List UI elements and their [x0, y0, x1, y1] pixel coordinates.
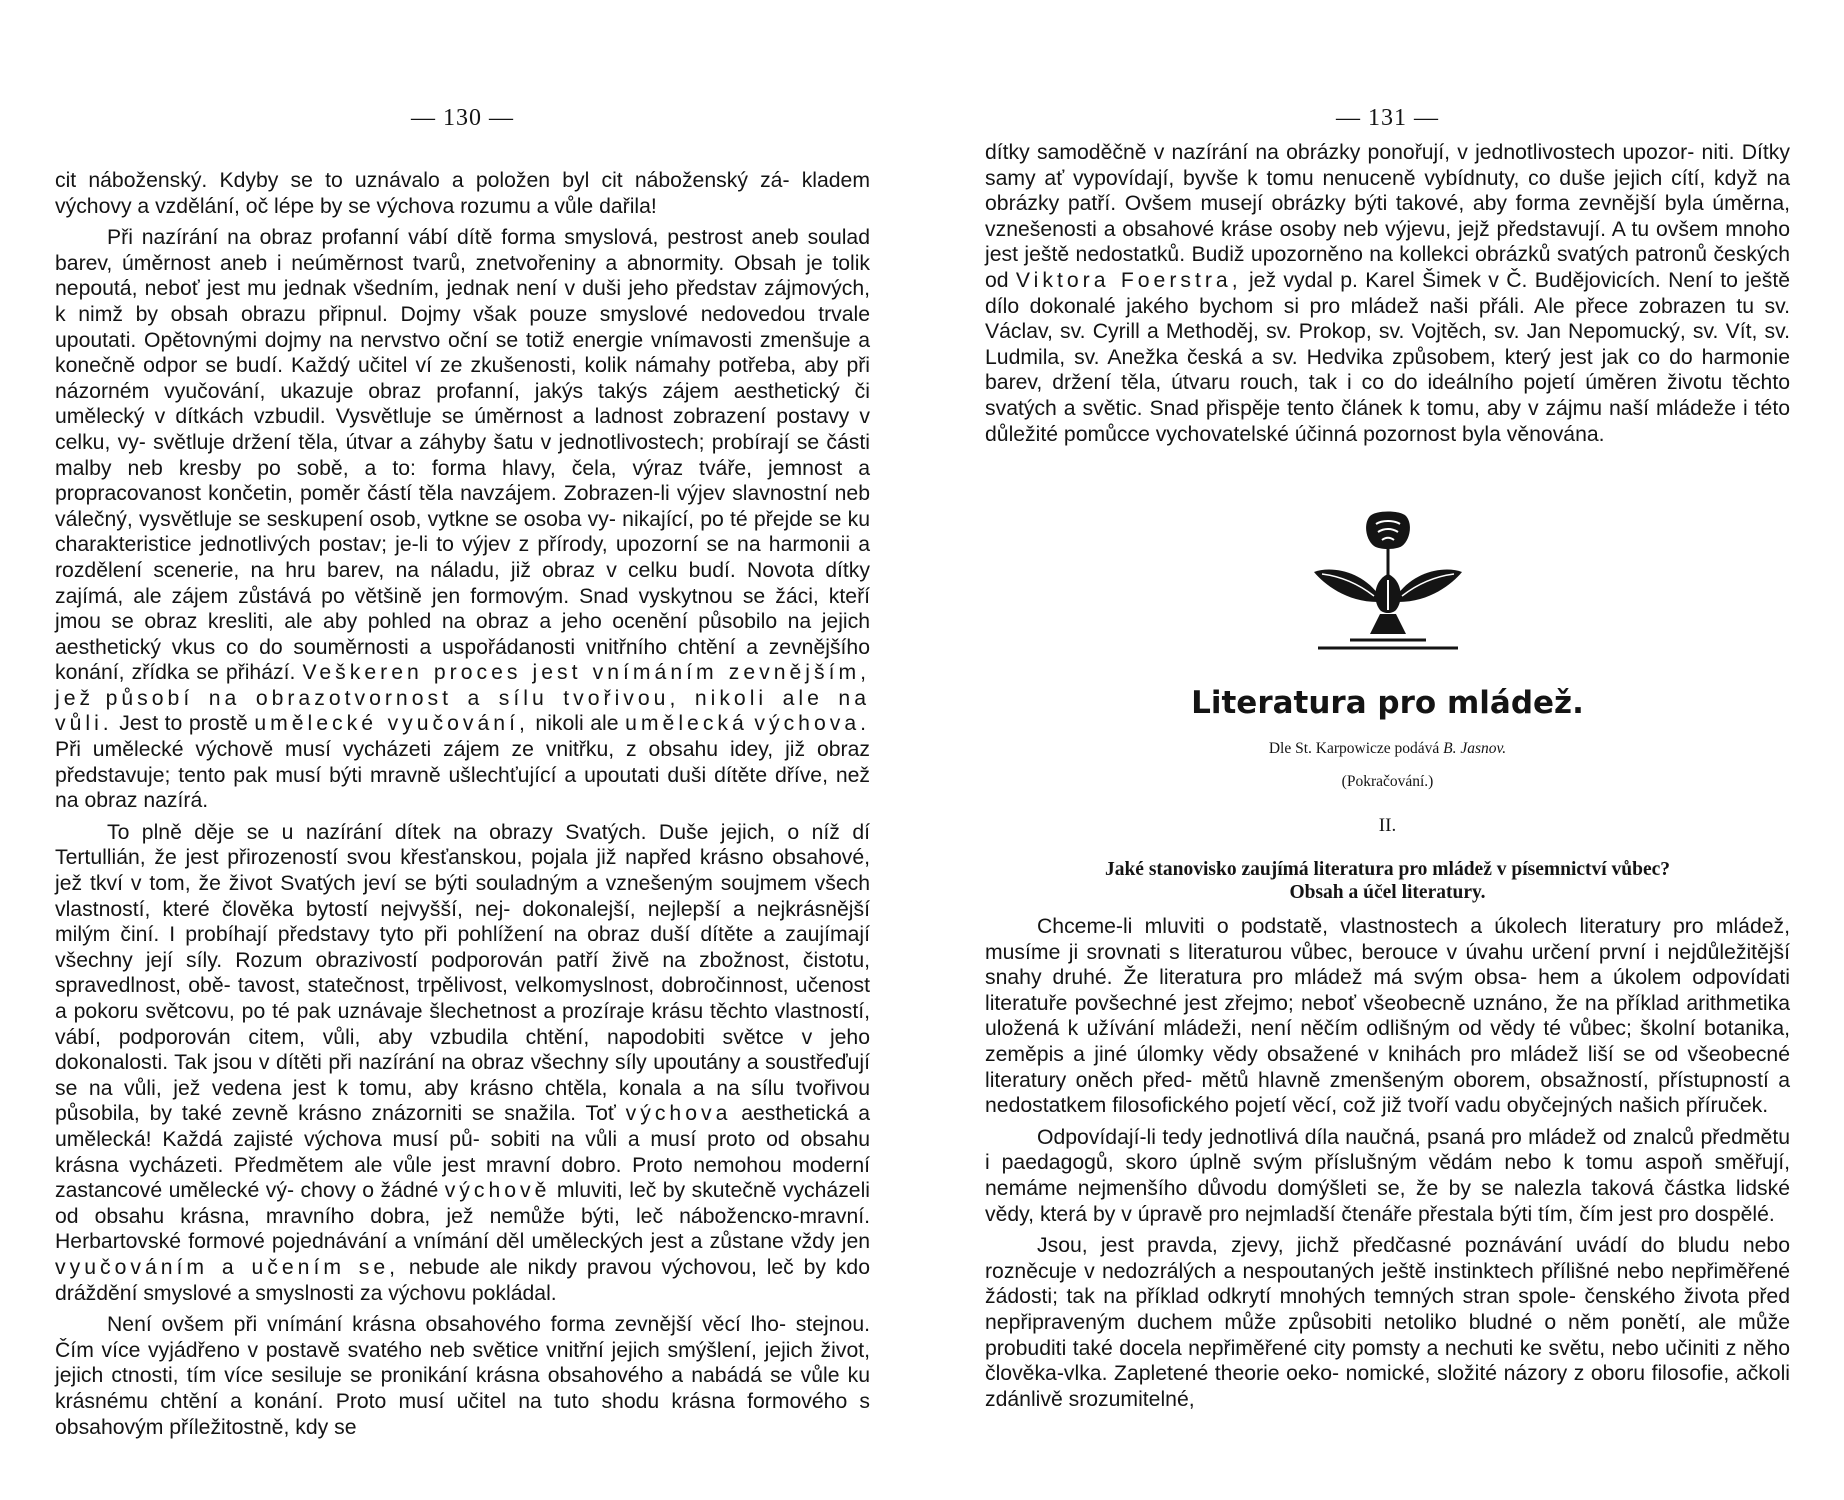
text-line: a soustřeďují se na vůli, jež vedena jest k tomu, aby krásno chtěla, konala — [55, 1051, 871, 1100]
text-line: obsažené v knihách pro mládež liší se od všeobecné literatury oněch před- — [985, 1042, 1790, 1092]
spaced-emphasis: Viktora Foerstra, — [1015, 268, 1242, 292]
text-line: harmonie barev, držení těla, útvaru rouch, tak i co do ideálního pojetí — [985, 345, 1790, 395]
text-line: aspoň směřují, nemáme nejmenšího důvodu domýšleti se, že by se nalezla — [985, 1151, 1791, 1200]
text-line: niti. Dítky samy ať vypovídají, byvše k tomu nenuceně vybídnuty, co duše — [985, 141, 1790, 190]
text-line: cit náboženský. Kdyby se to uznávalo a položen byl cit náboženský zá- — [55, 169, 790, 192]
text-line: upoutati duši dítěte dříve, než na obraz nazírá. — [55, 763, 870, 813]
paragraph — [55, 225, 870, 814]
text-line: nebo rozněcuje v nedozrálých a nespoutaných ještě instinktech přílišné nebo — [985, 1234, 1790, 1283]
text-line: forma zevnější byla úměrna, vznešenosti a obsahové kráse osoby neb výjevu, — [985, 192, 1791, 241]
text-line: taková částka lidské vědy, která by v úpravě pro nejmladší čtenáře přestala — [985, 1176, 1791, 1226]
text-line: jen formovým. Snad vyskytnou se žáci, kteří jmou se obraz kresliti, ale aby — [55, 584, 871, 634]
text-line: Jsou, jest pravda, zjevy, jichž předčasné poznávání uvádí do bludu — [1037, 1234, 1730, 1258]
text-line: a na sílu tvořivou působila, by také zevně krásno znázorniti se snažila. — [55, 1076, 871, 1126]
left-page — [55, 0, 870, 1500]
text-line: kladem výchovy a vzdělání, oč lépe by se výchova rozumu a vůle dařila! — [55, 169, 870, 218]
heading-line: Jaké stanovisko zaujímá literatura pro mládež v písemnictví vůbec? — [1104, 859, 1671, 880]
text-line: vůle jest mravní dobro. Proto nemohou moderní zastancové umělecké vý- — [55, 1153, 870, 1203]
byline-author: B. Jasnov. — [1443, 740, 1507, 757]
text-run: Toť — [585, 1102, 626, 1126]
text-run: se přihází. — [196, 661, 303, 685]
text-line: stejnou. Čím více vyjádřeno v postavě svatého neb světice vnitřní jejich — [55, 1313, 871, 1362]
text-line: a vznešeným soujmem všech vlastností, které člověka bytostí nejvyšší, nej- — [55, 872, 870, 921]
page-number: — 131 — — [1336, 105, 1439, 131]
text-line: krásno obsahové, jež tkví v tom, že život Svatých jeví se býti souladným — [55, 846, 871, 896]
text-line: učitel na tuto shodu krásna formového s obsahovým příležitostně, kdy se — [55, 1389, 870, 1439]
spaced-emphasis: výchova. — [754, 712, 870, 736]
text-line: Není ovšem při vnímání krásna obsahového forma zevnější věcí lho- — [107, 1313, 787, 1337]
text-line: krásna, mravního dobra, jež nemůže býti, leč náboženско-mravní. Herbartovské — [55, 1204, 871, 1254]
text-line: aby v zájmu naší mládeže i této důležité pomůcce vychovatelské účinná — [985, 396, 1790, 446]
right-page — [985, 0, 1790, 1500]
left-text-column — [55, 168, 870, 1440]
heading-line: Obsah a účel literatury. — [1289, 882, 1486, 903]
text-line: vzbudil. Vysvětluje se úměrnost a ladnost zobrazení postavy v celku, vy- — [55, 405, 870, 454]
text-line: světluje držení těla, útvar a záhyby šatu v jednotlivostech; probírají se — [153, 430, 820, 454]
text-line: filosofického pojetí věcí, což již tvoří vadu obyčejných našich příruček. — [1112, 1094, 1769, 1118]
text-line: To plně děje se u nazírání dítek na obrazy Svatých. Duše jejich, o — [107, 820, 800, 844]
text-line: jeho představ zájmových, k nimž by obsah obrazu připnul. Dojmy však — [55, 277, 870, 326]
text-line: ukazuje obraz profanní, jakýs takýs zájem aesthetický či umělecký v dítkách — [55, 379, 870, 429]
text-line: vábí, podporován citem, vůli, aby vzbudila chtění, napodobiti světce v jeho — [55, 1025, 870, 1049]
text-line: nikající, po té přejde se ku charakteristice jednotlivých postav; je-li to výjev — [55, 507, 870, 557]
text-line: odlišným od vědy té vůbec; školní botanika, zeměpis a jiné úlomky vědy — [985, 1017, 1790, 1066]
paragraph — [985, 1125, 1790, 1227]
spaced-emphasis: umělecké vyučování, — [254, 712, 529, 736]
text-line: Chceme-li mluviti o podstatě, vlastnostech a úkolech literatury pro — [1037, 915, 1704, 938]
spaced-emphasis: výchova — [625, 1102, 732, 1126]
text-line: nepřiměřené žádosti; tak na příklad odkrytí mnohých temných stran spole- — [985, 1259, 1791, 1309]
section-title: Literatura pro mládež. — [1191, 685, 1584, 721]
text-line: pouze smyslové nedovedou trvale upoutati. Opětovnými dojmy na nervstvo — [55, 302, 871, 352]
text-line: pohled na obraz a jeho ocenění působilo na jejich aesthetický vkus co do — [55, 610, 870, 659]
floral-vignette-icon — [1310, 510, 1466, 660]
text-line: nomické, složité názory z oboru filosofie, ačkoli zdánlivě srozumitelné, — [985, 1362, 1791, 1411]
text-line: soulad barev, úměrnost aneb i neúměrnost tvarů, znetvořeniny a abnormity. — [55, 226, 870, 275]
spaced-emphasis: vyučováním a učením se, — [55, 1255, 400, 1279]
paragraph — [985, 140, 1790, 447]
text-line: jakého bychom si pro mládež naši přáli. Ale přece zobrazen tu sv. Václav, sv. — [985, 294, 1790, 344]
text-line: při pohlížení na obraz duší dítěte a zaujímají všechny její síly. Rozum — [55, 923, 871, 972]
text-line: části malby neb kresby po sobě, a to: forma hlavy, čela, výraz tváře, jemnost — [55, 430, 870, 480]
text-line: oční se totiž energie vnímavosti zmenšuje a konečně odpor se budí. Každý — [55, 328, 870, 378]
spaced-emphasis: vůli. — [55, 712, 113, 736]
text-line: tavost, statečnost, trpělivost, velkomyslnost, dobročinnost, učenost a pokoru — [55, 974, 871, 1023]
text-line: dokonalejší, nejlepší a nejkrásnější milým činí. I probíhají představy tyto — [55, 897, 870, 947]
paragraph — [985, 1233, 1790, 1412]
chapter-heading — [985, 858, 1790, 904]
spaced-emphasis: Veškeren proces jest vnímáním zevnějším, jež — [55, 661, 870, 710]
text-line: uznáno, že na příklad arithmetika uložená k užívání mládeži, není něčím — [985, 991, 1790, 1041]
paragraph — [55, 820, 870, 1306]
text-line: jež vydal p. Karel Šimek v Č. Budějovicích. Není to ještě dílo dokonalé — [985, 268, 1790, 318]
text-line: Ludmila, sv. Anežka česká a sv. Hedvika způsobem, který jest jak co do — [985, 345, 1693, 369]
text-run: nebude ale nikdy pravou výchovou, leč — [399, 1255, 794, 1279]
text-line: formové pojednávání a vnímání děl uměleckých jest a zůstane vždy jen — [188, 1230, 871, 1254]
text-line: mládež, musíme ji srovnati s literaturou vůbec, berouce v úvahu určení — [985, 915, 1790, 964]
text-run: chovy o žádné — [300, 1179, 445, 1203]
spaced-emphasis: výchově — [444, 1179, 551, 1203]
text-line: býti tím, čím jest pro dospělé. — [1499, 1202, 1775, 1226]
text-line: sobiti na vůli a musí proto od obsahu krásna vycházeti. Předmětem ale — [55, 1127, 871, 1177]
page-number: — 130 — — [411, 105, 514, 131]
right-text-column — [985, 140, 1790, 447]
text-line: slavnostní neb válečný, vysvětluje se seskupení osob, vytkne se osoba vy- — [55, 482, 871, 531]
text-line: by kdo dráždění smyslové a smyslnosti za výchovu pokládal. — [55, 1255, 870, 1305]
text-line: smýšlení, jejich život, jejich ctnosti, tím více sesiluje se pronikání krásna — [55, 1338, 871, 1388]
text-line: úměren životu těchto svatých a světic. Snad přispěje tento článek k tomu, — [985, 371, 1790, 420]
byline — [985, 740, 1790, 758]
text-line: hem a úkolem odpovídati literatuře povšechné jest zřejmo; neboť všeobecně — [985, 966, 1790, 1015]
text-line: světcovu, po té pak uznávaje šlechetnost a prozíraje krásu těchto vlastností, — [145, 1000, 870, 1023]
continued-note: (Pokračování.) — [1341, 773, 1434, 790]
paragraph — [55, 168, 870, 219]
text-line: již obraz v celku budí. Novota dítky zajímá, ale zájem zůstává po většině — [55, 558, 870, 608]
text-line: idey, již obraz představuje; tento pak musí býti mravně ušlechťující a — [55, 738, 870, 787]
chapter-number: II. — [1378, 815, 1397, 836]
text-run: nikoli ale — [528, 712, 626, 736]
text-line: Odpovídají-li tedy jednotlivá díla naučná, psaná pro mládež od znalců — [1037, 1125, 1695, 1149]
text-line: dítky samoděčně v nazírání na obrázky ponořují, v jednotlivostech upozor- — [985, 141, 1695, 164]
text-line: jejich cítí, když na obrázky patří. Ovšem musejí obrázky býti takové, aby — [985, 166, 1790, 216]
paragraph — [985, 914, 1790, 1119]
text-line: mětů hlavně zmenšeným oborem, obsažností, přístupností a nedostatkem — [985, 1068, 1790, 1118]
text-line: předmětu i paedagogů, skoro úplně svým příslušným vědám nebo k tomu — [985, 1125, 1791, 1175]
text-line: pozornost byla věnována. — [1363, 422, 1605, 446]
spaced-emphasis: umělecká — [625, 712, 748, 736]
text-line: z přírody, upozorní se na harmonii a rozdělení scenerie, na hru barev, na náladu, — [55, 533, 871, 582]
text-line: učitel ví ze zkušenosti, kolik námahy potřeba, aby při názorném vyučování, — [55, 354, 870, 403]
text-line: obsahového a nabádá se vůle ku krásnému chtění a konání. Proto musí — [55, 1364, 870, 1413]
text-line: dokonalosti. Tak jsou v dítěti při nazírání na obraz všechny síly upoutány — [55, 1051, 741, 1075]
text-run: Při umělecké výchově musí vycházeti zájem ze vnitřku, z obsahu — [55, 738, 719, 762]
text-line: Cyrill a Methoděj, sv. Prokop, sv. Vojtěch, sv. Jan Nepomucký, sv. Vít, sv. — [1092, 320, 1791, 344]
text-line: jejž představují. A tu ovšem mnoho jest ještě nedostatků. Budiž upozorněno — [985, 217, 1790, 267]
text-run: Jest to prostě — [112, 712, 255, 736]
text-line: nechuti ke světu, nebo učiniti z něho člověka-vlka. Zapletené theorie oeko- — [985, 1336, 1791, 1386]
text-line: Při nazírání na obraz profanní vábí dítě forma smyslová, pestrost aneb — [107, 226, 799, 250]
text-run: na kollekci obrázků svatých patronů českých od — [985, 243, 1790, 292]
paragraph — [55, 1312, 870, 1440]
text-line: první i nejdůležitější snahy druhé. Že literatura pro mládež má svým obsa- — [985, 940, 1791, 990]
right-text-column-lower — [985, 914, 1790, 1412]
byline-text: Dle St. Karpowicze podává — [1268, 740, 1444, 757]
text-line: Obsah je tolik nepoutá, neboť jest mu jednak všedním, jednak není v duši — [55, 251, 870, 301]
text-line: a propracovanost končetin, poměr částí těla navzájem. Zobrazen-li výjev — [55, 456, 870, 506]
text-line: čenského života před nepřipraveným duchem může způsobiti netoliko bludné — [985, 1285, 1790, 1334]
text-run: aesthetická a umělecká! Každá zajisté výchova musí pů- — [55, 1102, 870, 1151]
spaced-emphasis: působí na obrazotvornost a sílu tvořivou, nikoli ale na — [105, 686, 870, 710]
text-line: níž dí Tertullián, že jest přirozeností svou křesťanskou, pojala již napřed — [55, 820, 870, 870]
text-line: obrazivostí podporován patří živě na zbožnost, čistotu, spravedlnost, obě- — [55, 948, 870, 998]
text-line: souměrnosti a uspořádanosti vnitřního chtění a zevnějšího konání, zřídka — [55, 635, 870, 685]
text-run: mluviti, leč by skutečně vycházeli od obsahu — [55, 1179, 870, 1228]
text-line: o něm ponětí, ale může probuditi také docela nepřiměřené city pomsty a — [985, 1310, 1790, 1360]
